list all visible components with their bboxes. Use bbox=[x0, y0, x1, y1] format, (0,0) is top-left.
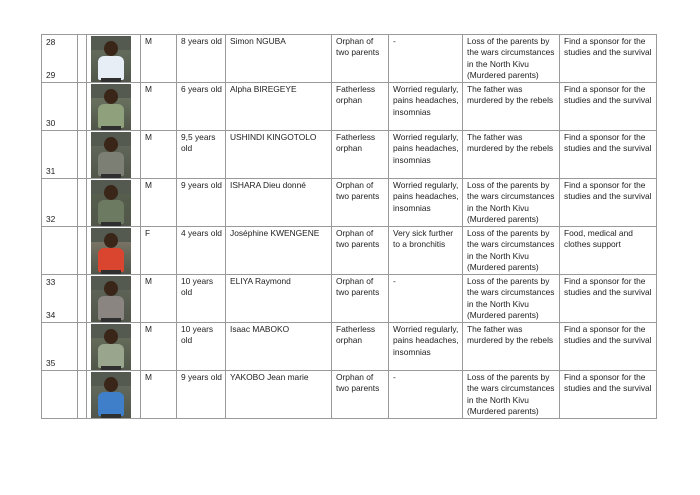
spacer-cell bbox=[78, 323, 87, 371]
sex-cell: F bbox=[141, 227, 177, 275]
sex-cell: M bbox=[141, 275, 177, 323]
child-photo bbox=[91, 180, 131, 226]
table-row bbox=[42, 35, 657, 83]
row-number-cell bbox=[42, 227, 78, 275]
cause-cell: The father was murdered by the rebels bbox=[463, 131, 560, 179]
health-cell: - bbox=[389, 371, 463, 419]
age-cell: 10 years old bbox=[177, 275, 226, 323]
health-cell: - bbox=[389, 275, 463, 323]
row-number-top: 33 bbox=[46, 277, 56, 287]
sex-cell: M bbox=[141, 83, 177, 131]
row-number-bottom: 32 bbox=[46, 213, 56, 224]
sex-cell: M bbox=[141, 371, 177, 419]
name-cell: Simon NGUBA bbox=[226, 35, 332, 83]
row-number-cell bbox=[42, 371, 78, 419]
need-cell: Find a sponsor for the studies and the survival bbox=[560, 83, 657, 131]
status-cell: Orphan of two parents bbox=[332, 35, 389, 83]
health-cell: Worried regularly, pains headaches, insomnias bbox=[389, 323, 463, 371]
table-body bbox=[42, 35, 657, 419]
photo-cell bbox=[87, 323, 141, 371]
health-cell: Worried regularly, pains headaches, insomnias bbox=[389, 131, 463, 179]
spacer-cell bbox=[78, 83, 87, 131]
cause-cell: Loss of the parents by the wars circumstances in the North Kivu (Murdered parents) bbox=[463, 179, 560, 227]
spacer-cell bbox=[78, 35, 87, 83]
child-photo bbox=[91, 132, 131, 178]
health-cell: Very sick further to a bronchitis bbox=[389, 227, 463, 275]
sex-cell: M bbox=[141, 131, 177, 179]
name-cell: ISHARA Dieu donné bbox=[226, 179, 332, 227]
spacer-cell bbox=[78, 227, 87, 275]
age-cell: 8 years old bbox=[177, 35, 226, 83]
cause-cell: Loss of the parents by the wars circumstances in the North Kivu (Murdered parents) bbox=[463, 227, 560, 275]
age-cell: 10 years old bbox=[177, 323, 226, 371]
row-number-cell bbox=[42, 275, 78, 323]
status-cell: Fatherless orphan bbox=[332, 131, 389, 179]
spacer-cell bbox=[78, 131, 87, 179]
status-cell: Orphan of two parents bbox=[332, 179, 389, 227]
photo-cell bbox=[87, 35, 141, 83]
spacer-cell bbox=[78, 371, 87, 419]
table-row bbox=[42, 275, 657, 323]
status-cell: Orphan of two parents bbox=[332, 275, 389, 323]
age-cell: 6 years old bbox=[177, 83, 226, 131]
row-number-top: 28 bbox=[46, 37, 56, 47]
photo-cell bbox=[87, 131, 141, 179]
name-cell: Joséphine KWENGENE bbox=[226, 227, 332, 275]
row-number-cell bbox=[42, 131, 78, 179]
status-cell: Orphan of two parents bbox=[332, 371, 389, 419]
row-number-bottom: 35 bbox=[46, 357, 56, 368]
row-number-cell bbox=[42, 83, 78, 131]
row-number-cell bbox=[42, 179, 78, 227]
need-cell: Find a sponsor for the studies and the survival bbox=[560, 131, 657, 179]
need-cell: Find a sponsor for the studies and the survival bbox=[560, 35, 657, 83]
spacer-cell bbox=[78, 275, 87, 323]
table-row bbox=[42, 131, 657, 179]
table-row bbox=[42, 179, 657, 227]
table-row bbox=[42, 227, 657, 275]
age-cell: 9,5 years old bbox=[177, 131, 226, 179]
cause-cell: Loss of the parents by the wars circumstances in the North Kivu (Murdered parents) bbox=[463, 371, 560, 419]
table-row bbox=[42, 323, 657, 371]
age-cell: 4 years old bbox=[177, 227, 226, 275]
photo-cell bbox=[87, 227, 141, 275]
sex-cell: M bbox=[141, 35, 177, 83]
row-number-bottom: 30 bbox=[46, 117, 56, 128]
table-row bbox=[42, 371, 657, 419]
need-cell: Find a sponsor for the studies and the survival bbox=[560, 275, 657, 323]
need-cell: Find a sponsor for the studies and the survival bbox=[560, 371, 657, 419]
need-cell: Find a sponsor for the studies and the survival bbox=[560, 179, 657, 227]
child-photo bbox=[91, 324, 131, 370]
row-number-cell bbox=[42, 35, 78, 83]
spacer-cell bbox=[78, 179, 87, 227]
name-cell: Isaac MABOKO bbox=[226, 323, 332, 371]
status-cell: Fatherless orphan bbox=[332, 323, 389, 371]
sex-cell: M bbox=[141, 323, 177, 371]
health-cell: Worried regularly, pains headaches, insomnias bbox=[389, 83, 463, 131]
status-cell: Orphan of two parents bbox=[332, 227, 389, 275]
row-number-bottom: 34 bbox=[46, 309, 56, 320]
cause-cell: Loss of the parents by the wars circumstances in the North Kivu (Murdered parents) bbox=[463, 275, 560, 323]
row-number-cell bbox=[42, 323, 78, 371]
health-cell: Worried regularly, pains headaches, insomnias bbox=[389, 179, 463, 227]
age-cell: 9 years old bbox=[177, 179, 226, 227]
age-cell: 9 years old bbox=[177, 371, 226, 419]
photo-cell bbox=[87, 179, 141, 227]
need-cell: Find a sponsor for the studies and the survival bbox=[560, 323, 657, 371]
status-cell: Fatherless orphan bbox=[332, 83, 389, 131]
child-photo bbox=[91, 36, 131, 82]
child-photo bbox=[91, 276, 131, 322]
need-cell: Food, medical and clothes support bbox=[560, 227, 657, 275]
child-photo bbox=[91, 84, 131, 130]
cause-cell: The father was murdered by the rebels bbox=[463, 323, 560, 371]
name-cell: USHINDI KINGOTOLO bbox=[226, 131, 332, 179]
orphans-table bbox=[41, 34, 657, 419]
sex-cell: M bbox=[141, 179, 177, 227]
child-photo bbox=[91, 372, 131, 418]
cause-cell: The father was murdered by the rebels bbox=[463, 83, 560, 131]
photo-cell bbox=[87, 83, 141, 131]
name-cell: ELIYA Raymond bbox=[226, 275, 332, 323]
photo-cell bbox=[87, 275, 141, 323]
row-number-bottom: 29 bbox=[46, 69, 56, 80]
name-cell: YAKOBO Jean marie bbox=[226, 371, 332, 419]
photo-cell bbox=[87, 371, 141, 419]
child-photo bbox=[91, 228, 131, 274]
name-cell: Alpha BIREGEYE bbox=[226, 83, 332, 131]
cause-cell: Loss of the parents by the wars circumstances in the North Kivu (Murdered parents) bbox=[463, 35, 560, 83]
health-cell: - bbox=[389, 35, 463, 83]
row-number-bottom: 31 bbox=[46, 165, 56, 176]
table-row bbox=[42, 83, 657, 131]
